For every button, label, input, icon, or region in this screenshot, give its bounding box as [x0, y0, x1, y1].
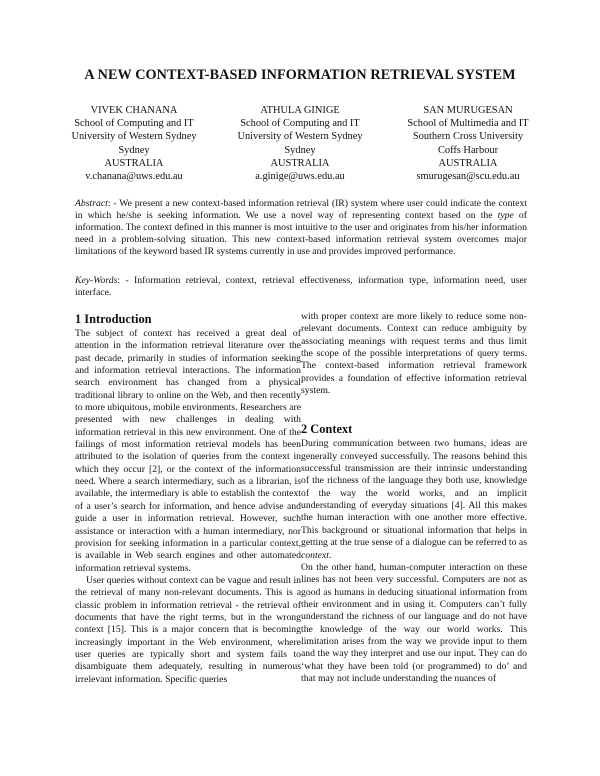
abstract-label: Abstract — [75, 198, 108, 209]
keywords — [75, 275, 527, 299]
author-university: Southern Cross University — [412, 131, 524, 143]
author-name: ATHULA GINIGE — [260, 105, 340, 116]
section-heading-introduction: 1 Introduction — [75, 312, 152, 326]
keywords-text: : - Information retrieval, context, retrieval effectiveness, information type, information need, user interface. — [75, 275, 527, 299]
author-city: Sydney — [118, 144, 150, 156]
author-university: University of Western Sydney — [237, 131, 363, 143]
author-city: Sydney — [284, 144, 316, 156]
author-department: School of Multimedia and IT — [407, 118, 529, 130]
abstract-type-word: type — [497, 210, 514, 222]
author-university: University of Western Sydney — [71, 131, 197, 143]
context-paragraph-1-end: . — [328, 549, 332, 561]
author-3 — [384, 104, 552, 183]
intro-paragraph-1: The subject of context has received a great deal of attention in the information retrieval literature over the past decade, primarily in studies of information seeking and information retrieval interactions. The information search environment has changed from a physical traditional library to online on the Web, and then recently to more ubiquitous, mobile environments. Researchers are presented with new challenges in dealing with information retrieval in this new environment. One of the failings of most information retrieval models has been attributed to the isolation of queries from the context in which they occur [2], or the context of the information need. Where a search intermediary, such as a librarian, is available, the intermediary is able to establish the context of a user’s search for information, and hence advise and guide a user in information retrieval. However, such assistance or interaction with a human intermediary, nor provision for seeking information in a particular context, is available in Web search engines and other automated information retrieval systems. — [75, 328, 301, 574]
abstract-text: : - We present a new context-based information retrieval (IR) system where user could indicate the context in which he/she is seeking information. We use a novel way of representing context based on the — [75, 198, 527, 222]
author-2 — [216, 104, 384, 183]
author-name: SAN MURUGESAN — [423, 105, 513, 116]
author-department: School of Computing and IT — [74, 118, 194, 130]
intro-paragraph-2: User queries without context can be vague and result in the retrieval of many non-relevant documents. This is a classic problem in information retrieval - the retrieval of documents that have the right terms, but in the wrong context [15]. This is a major concern that is becoming increasingly important in the Web environment, where user queries are typically short and system fails to disambiguate them adequately, resulting in numerous irrelevant information. Specific queries — [75, 574, 301, 685]
context-paragraph-1 — [301, 438, 527, 561]
author-country: AUSTRALIA — [438, 157, 498, 169]
context-paragraph-1-text: During communication between two humans, ideas are generally conveyed successfully. The reasons behind this successful transmission are their intrinsic understanding of the richness of the language they both use, knowledge of the way the world works, and an implicit understanding of everyday situations [4]. All this makes the human interaction with one another more effective. This background or situational information that helps in getting at the true sense of a dialogue can be referred to as — [301, 438, 527, 549]
context-paragraph-2: On the other hand, human-computer interaction on these lines has not been very successful. Computers are not as good as humans in deducing situational information from their environment and in using it. Computers can’t fully understand the richness of our language and do not have the knowledge of the way our world works. This limitation arises from the way we provide input to them and the way they interpret and use our input. They can do ‘what they have been told (or programmed) to do’ and that may not include understanding the nuances of — [301, 561, 527, 684]
author-email: smurugesan@scu.edu.au — [416, 171, 520, 183]
author-email: v.chanana@uws.edu.au — [85, 171, 183, 183]
author-country: AUSTRALIA — [270, 157, 330, 169]
author-country: AUSTRALIA — [104, 157, 164, 169]
section-gap — [301, 397, 527, 422]
author-city: Coffs Harbour — [437, 144, 499, 156]
abstract-text-cont: of information. The context defined in this manner is most intuitive to the user and originates from his/her information need in a problem-solving situation. This new context-based information retrieval system overcomes major limitations of the keyword based IR systems currently in use and provides improved performance. — [75, 210, 527, 258]
author-email: a.ginige@uws.edu.au — [255, 171, 345, 183]
left-column — [75, 312, 301, 686]
context-emphasis: context — [301, 549, 329, 561]
right-column — [301, 311, 527, 685]
author-1 — [50, 104, 218, 183]
intro-paragraph-2-continued: with proper context are more likely to reduce some non-relevant documents. Context can reduce ambiguity by associating meanings with request terms and thus limit the scope of the possible interpretations of query terms. The context-based information retrieval framework provides a foundation of effective information retrieval system. — [301, 311, 527, 397]
author-name: VIVEK CHANANA — [90, 105, 178, 116]
paper-title: A NEW CONTEXT-BASED INFORMATION RETRIEVAL SYSTEM — [84, 67, 516, 83]
section-heading-context: 2 Context — [301, 422, 353, 437]
abstract — [75, 198, 527, 258]
author-department: School of Computing and IT — [240, 118, 360, 130]
keywords-label: Key-Words — [75, 275, 118, 286]
